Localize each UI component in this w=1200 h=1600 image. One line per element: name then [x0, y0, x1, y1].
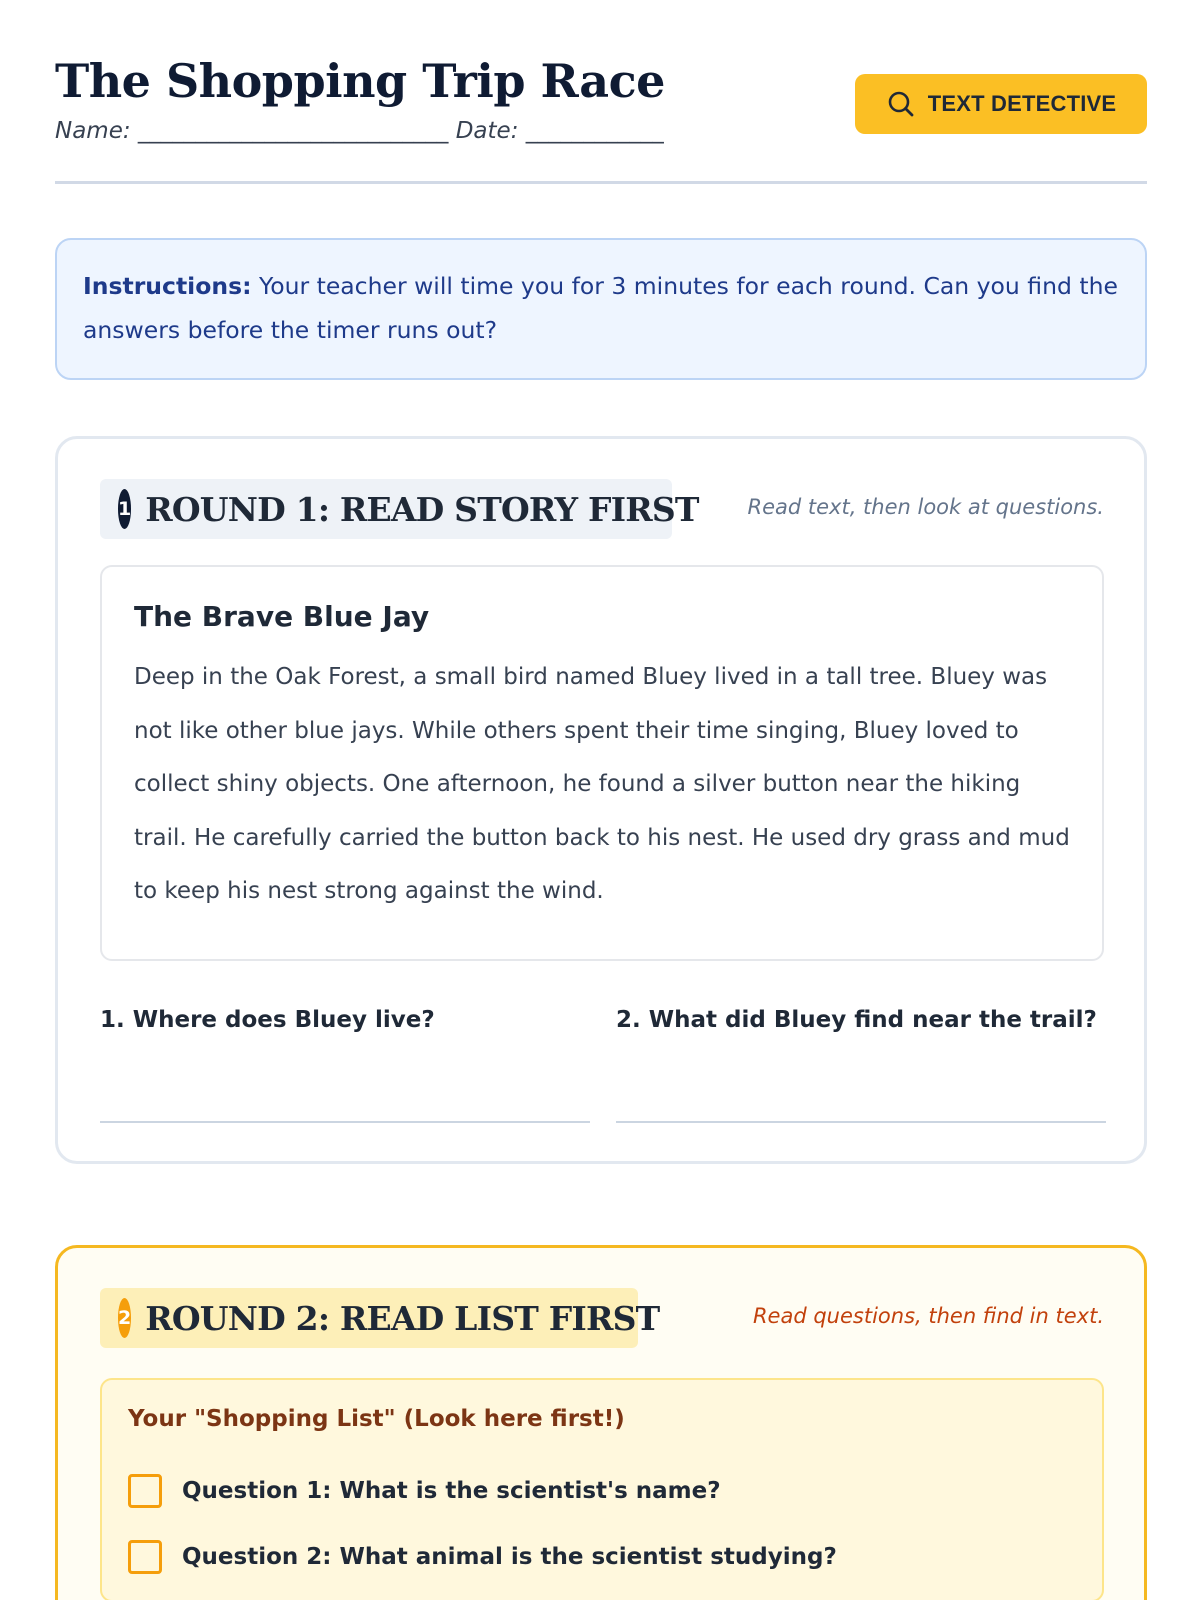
answer-line-2[interactable]	[616, 1121, 1106, 1123]
instructions-text: Your teacher will time you for 3 minutes for each round. Can you find the answers before the timer runs out?	[83, 272, 1118, 344]
question-2: 2. What did Bluey find near the trail?	[616, 1007, 1097, 1033]
list-item	[128, 1524, 1076, 1590]
round-2-tag	[100, 1288, 660, 1348]
story-box	[100, 565, 1104, 961]
page-title: The Shopping Trip Race	[55, 54, 665, 108]
story-title: The Brave Blue Jay	[134, 600, 430, 633]
round-1-hint: Read text, then look at questions.	[747, 495, 1104, 519]
list-item	[128, 1458, 1076, 1524]
question-1: 1. Where does Bluey live?	[100, 1007, 435, 1033]
search-icon	[886, 89, 916, 119]
round-2-card	[55, 1245, 1147, 1600]
worksheet-header	[55, 52, 1147, 184]
round-2-hint: Read questions, then find in text.	[752, 1304, 1104, 1328]
round-1-card	[55, 436, 1147, 1164]
round-2-title: ROUND 2: READ LIST FIRST	[145, 1298, 660, 1338]
round-1-number-badge: 1	[118, 489, 131, 529]
checkbox[interactable]	[128, 1474, 162, 1508]
round-1-tag	[100, 479, 699, 539]
instructions-label: Instructions:	[83, 272, 252, 300]
story-text: Deep in the Oak Forest, a small bird named Bluey lived in a tall tree. Bluey was not like other blue jays. While others spent their time singing, Bluey loved to collect shiny objects. One afternoon, he found a silver button near the hiking trail. He carefully carried the button back to his nest. He used dry grass and mud to keep his nest strong against the wind.	[134, 664, 1070, 904]
instructions-box	[55, 238, 1147, 380]
list-item-label: Question 1: What is the scientist's name?	[182, 1478, 721, 1504]
round-2-number-badge: 2	[118, 1298, 131, 1338]
list-item-label: Question 2: What animal is the scientist studying?	[182, 1544, 837, 1570]
shopping-list-title: Your "Shopping List" (Look here first!)	[128, 1406, 625, 1432]
text-detective-button[interactable]	[855, 74, 1147, 134]
text-detective-label: TEXT DETECTIVE	[927, 91, 1117, 116]
shopping-list-box	[100, 1378, 1104, 1600]
name-date-line: Name: ___________________________ Date: ____________	[55, 118, 664, 144]
checkbox[interactable]	[128, 1540, 162, 1574]
answer-line-1[interactable]	[100, 1121, 590, 1123]
round-1-title: ROUND 1: READ STORY FIRST	[145, 489, 699, 529]
